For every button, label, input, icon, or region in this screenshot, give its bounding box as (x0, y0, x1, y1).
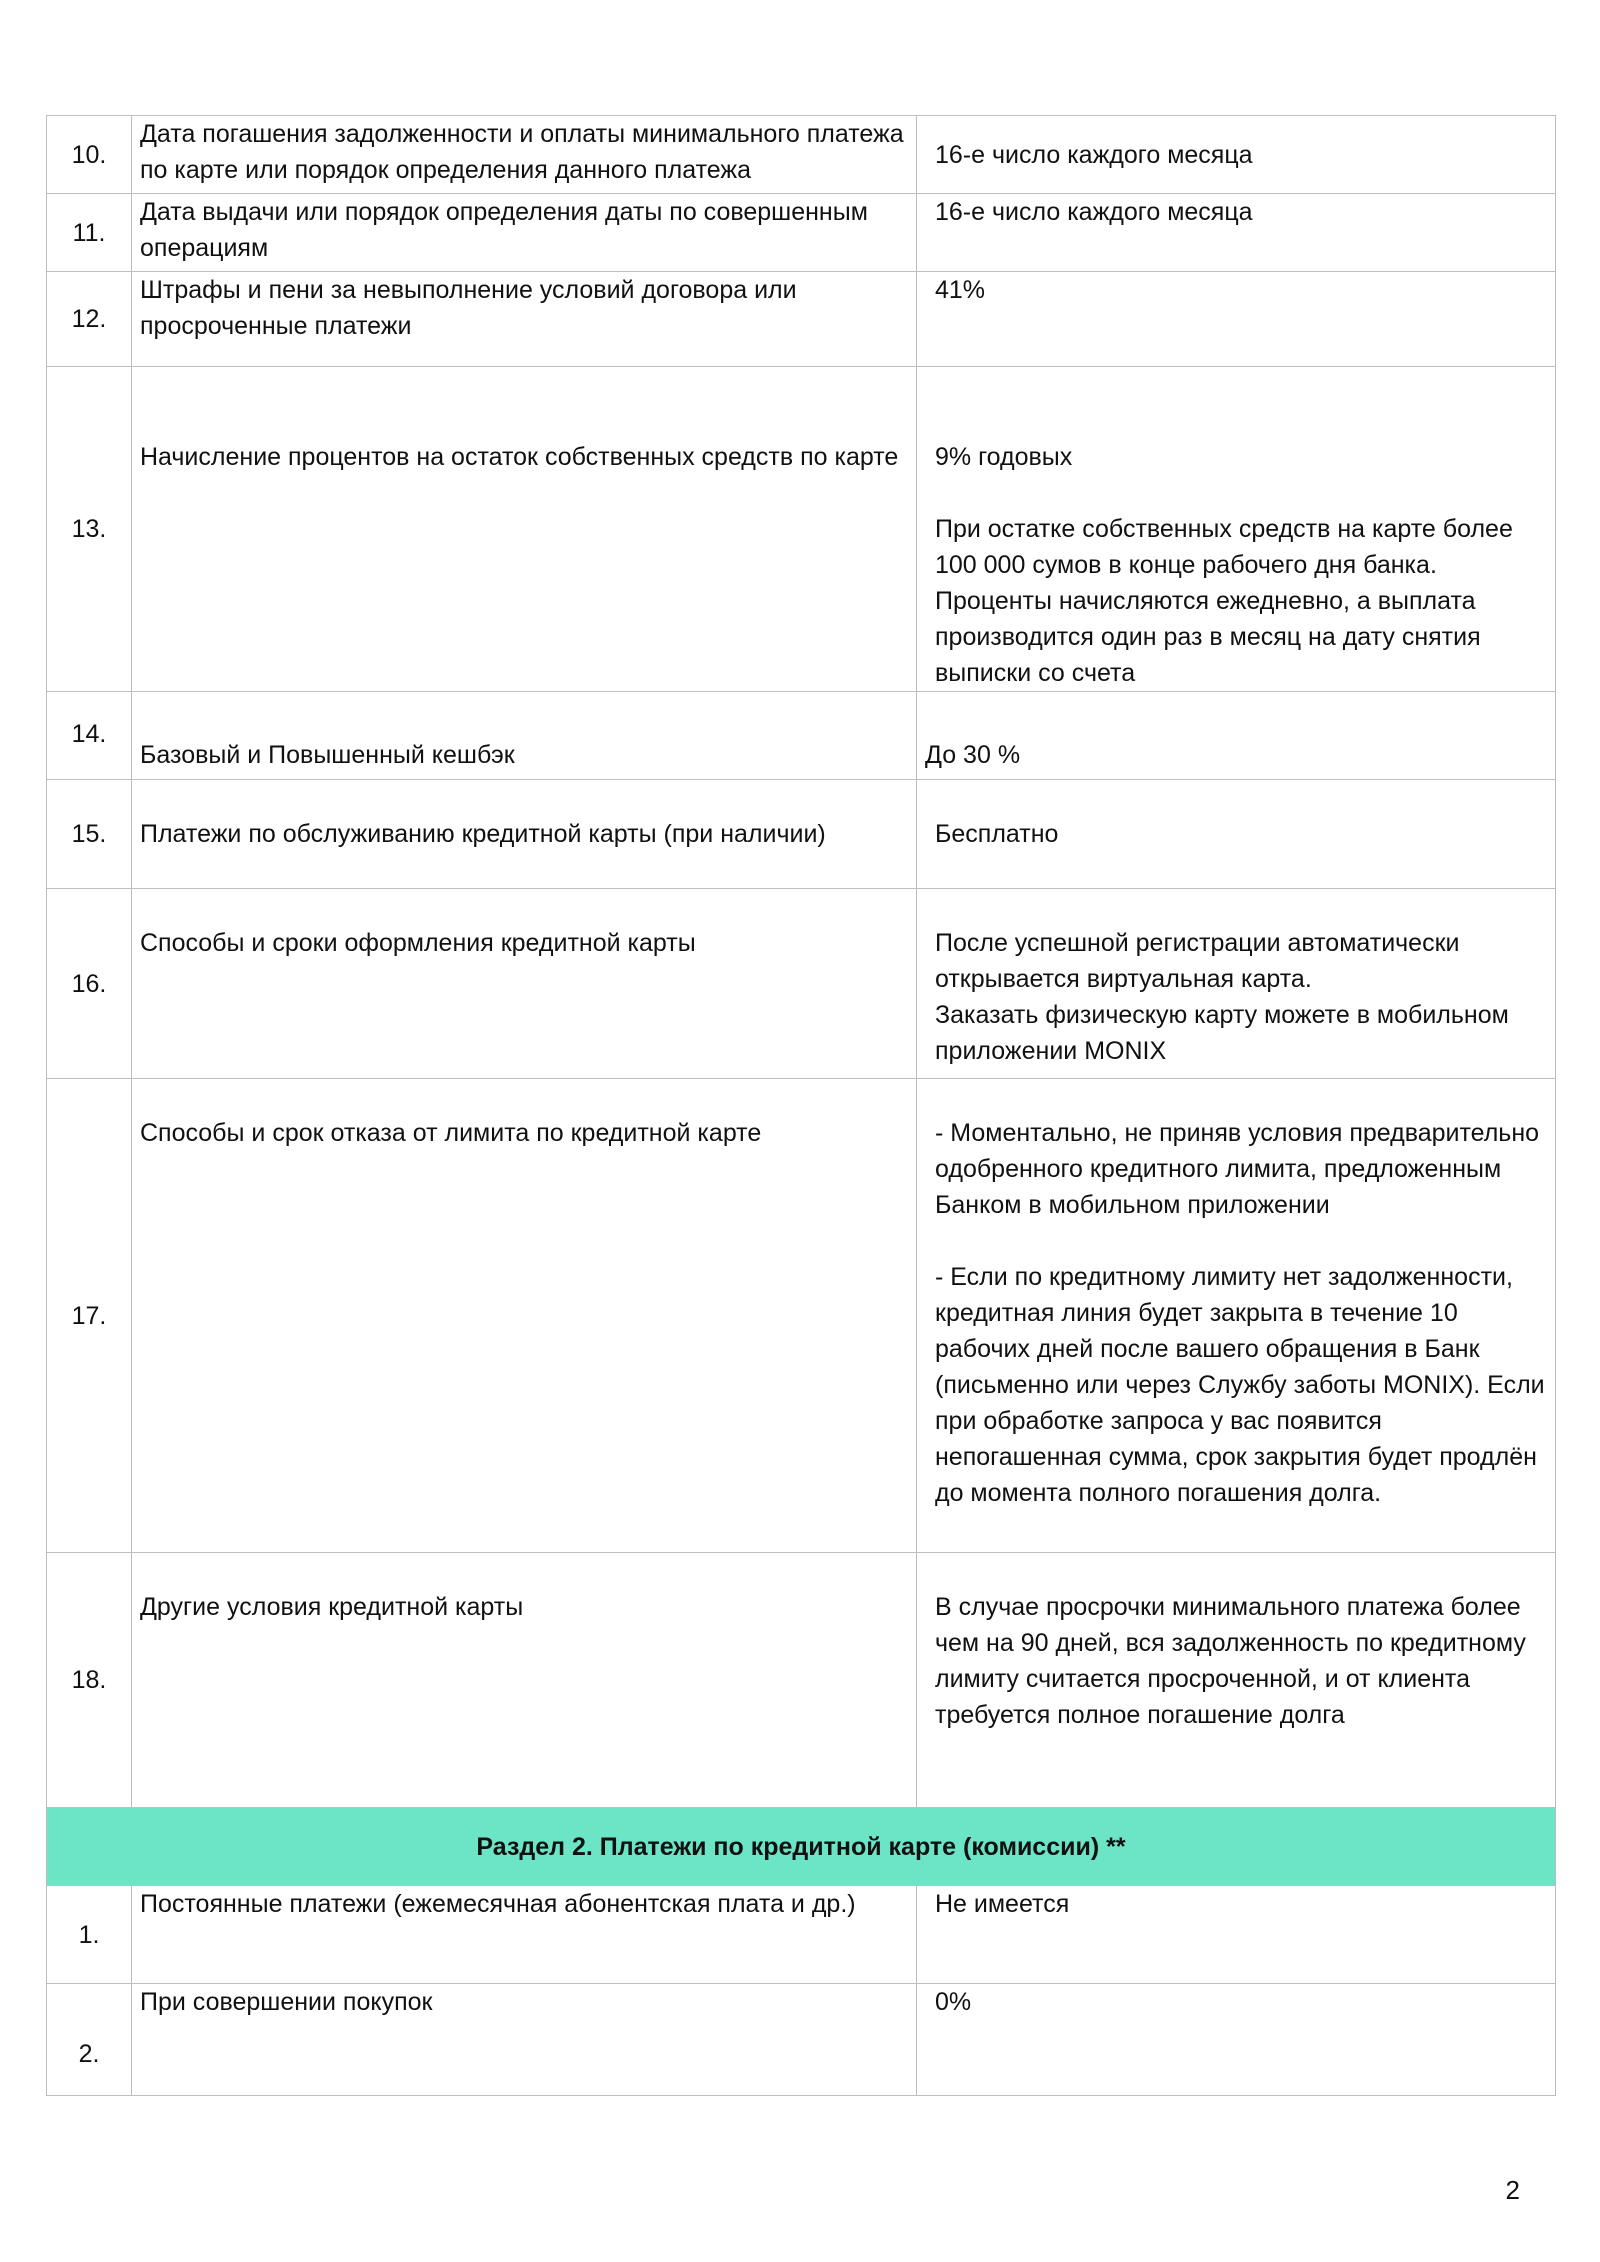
row-value-note: При остатке собственных средств на карте более 100 000 сумов в конце рабочего дня банка. Проценты начисляются ежедневно, а выплата производится один раз в месяц на дату снятия выписки со счета (935, 515, 1513, 687)
row-value: 0% (917, 1984, 1556, 2096)
row-description: Дата погашения задолженности и оплаты минимального платежа по карте или порядок определения данного платежа (132, 116, 917, 194)
row-number: 2. (47, 1984, 132, 2096)
row-value-text-2: Заказать физическую карту можете в мобильном приложении MONIX (935, 1001, 1509, 1065)
table-row (47, 889, 1556, 1079)
row-value: До 30 % (917, 692, 1556, 780)
row-number: 15. (47, 780, 132, 889)
row-description: Способы и сроки оформления кредитной карты (132, 889, 917, 1079)
section-title: Раздел 2. Платежи по кредитной карте (комиссии) ** (47, 1808, 1556, 1886)
row-value-text: - Моментально, не приняв условия предварительно одобренного кредитного лимита, предложенным Банком в мобильном приложении (935, 1119, 1540, 1219)
table-row (47, 1079, 1556, 1553)
table-row (47, 692, 1556, 780)
row-description: При совершении покупок (132, 1984, 917, 2096)
row-description: Штрафы и пени за невыполнение условий договора или просроченные платежи (132, 272, 917, 367)
row-description: Базовый и Повышенный кешбэк (132, 692, 917, 780)
row-number: 10. (47, 116, 132, 194)
row-description-text: Начисление процентов на остаток собственных средств по карте (140, 443, 899, 471)
row-value: 41% (917, 272, 1556, 367)
row-value (917, 1079, 1556, 1553)
row-description (132, 367, 917, 692)
page-number: 2 (1505, 2175, 1520, 2205)
table-row (47, 194, 1556, 272)
row-value: Не имеется (917, 1886, 1556, 1984)
row-number: 13. (47, 367, 132, 692)
section-header (47, 1808, 1556, 1886)
credit-card-terms-table (46, 115, 1556, 2096)
row-number: 17. (47, 1079, 132, 1553)
row-value-text: 16-е число каждого месяца (935, 140, 1253, 169)
table-row (47, 1984, 1556, 2096)
row-description: Другие условия кредитной карты (132, 1553, 917, 1808)
table-row (47, 116, 1556, 194)
row-number: 18. (47, 1553, 132, 1808)
row-value: Бесплатно (917, 780, 1556, 889)
row-value (917, 116, 1556, 194)
row-description: Дата выдачи или порядок определения даты по совершенным операциям (132, 194, 917, 272)
row-value: В случае просрочки минимального платежа более чем на 90 дней, вся задолженность по кредитному лимиту считается просроченной, и от клиента требуется полное погашение долга (917, 1553, 1556, 1808)
row-value-note: - Если по кредитному лимиту нет задолженности, кредитная линия будет закрыта в течение 10 рабочих дней после вашего обращения в Банк (письменно или через Службу заботы MONIX). Если при обработке запроса у вас появится непогашенная сумма, срок закрытия будет продлён до момента полного погашения долга. (935, 1263, 1545, 1507)
table-row (47, 1553, 1556, 1808)
table-row (47, 272, 1556, 367)
row-value (917, 367, 1556, 692)
row-value-text: После успешной регистрации автоматически открывается виртуальная карта. (935, 929, 1460, 993)
row-description: Платежи по обслуживанию кредитной карты (при наличии) (132, 780, 917, 889)
row-number: 11. (47, 194, 132, 272)
table-row (47, 1886, 1556, 1984)
row-value-text: 9% годовых (935, 443, 1073, 471)
table-row (47, 780, 1556, 889)
row-number: 1. (47, 1886, 132, 1984)
row-number: 16. (47, 889, 132, 1079)
row-value (917, 889, 1556, 1079)
row-number: 12. (47, 272, 132, 367)
row-value: 16-е число каждого месяца (917, 194, 1556, 272)
row-description: Постоянные платежи (ежемесячная абонентская плата и др.) (132, 1886, 917, 1984)
row-description: Способы и срок отказа от лимита по кредитной карте (132, 1079, 917, 1553)
table-row (47, 367, 1556, 692)
row-number: 14. (47, 692, 132, 780)
